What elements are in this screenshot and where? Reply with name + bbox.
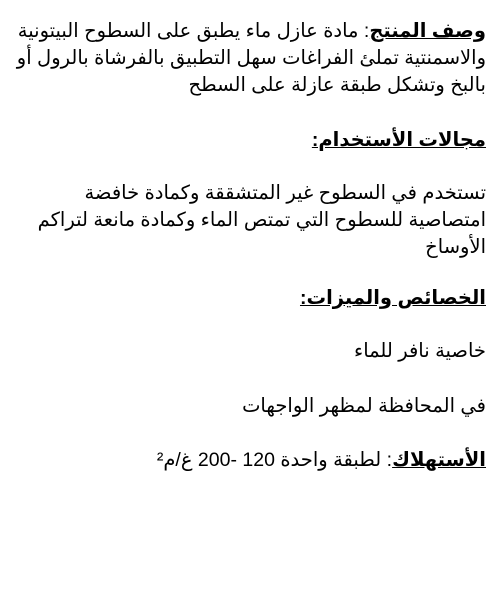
consumption-paragraph [14, 447, 486, 474]
property-item: في المحافظة لمظهر الواجهات [242, 395, 486, 417]
description-label: وصف المنتج [369, 20, 486, 42]
uses-text: تستخدم في السطوح غير المتشققة وكمادة خافضة امتصاصية للسطوح التي تمتص الماء وكمادة مانعة لتراكم الأوساخ [37, 182, 486, 258]
consumption-text: لطبقة واحدة 120 -200 غ/م² [156, 449, 387, 471]
uses-heading: مجالات الأستخدام: [311, 129, 486, 151]
description-paragraph [14, 18, 486, 99]
consumption-label: الأستهلاك [392, 449, 486, 471]
properties-heading: الخصائص والميزات: [299, 287, 486, 309]
description-separator: : [363, 20, 370, 42]
description-text: مادة عازل ماء يطبق على السطوح البيتونية والاسمنتية تملئ الفراغات سهل التطبيق بالفرشاة بالرول أو بالبخ وتشكل طبقة عازلة على السطح [16, 20, 486, 96]
property-item: خاصية نافر للماء [354, 340, 486, 362]
consumption-separator: : [386, 449, 393, 471]
